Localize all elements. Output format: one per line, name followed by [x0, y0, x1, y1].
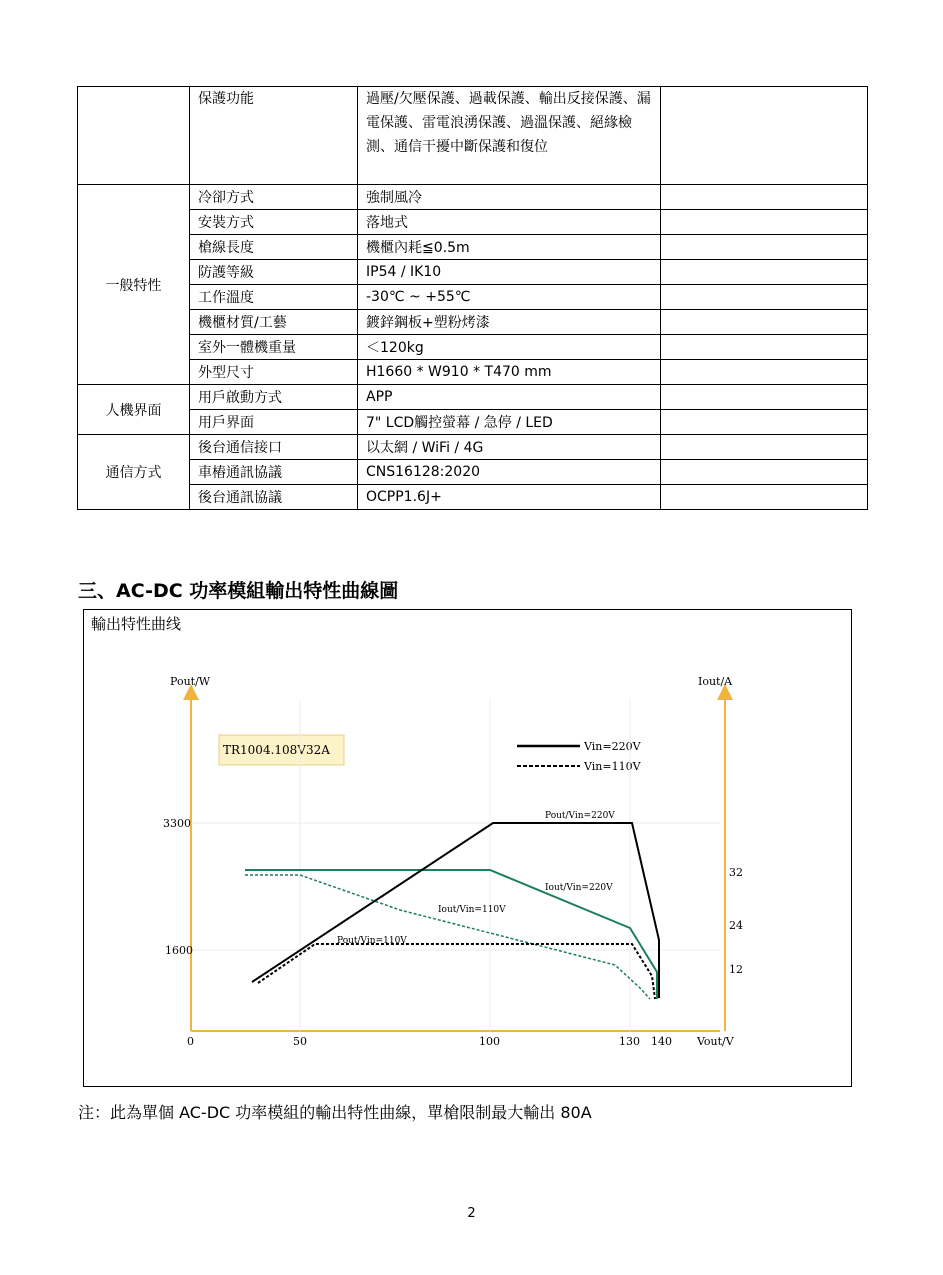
curve-label-pout110: Pout/Vin=110V [337, 936, 407, 946]
footnote: 注：此為單個 AC-DC 功率模組的輸出特性曲線，單槍限制最大輸出 80A [78, 1103, 592, 1122]
value-cell: 機櫃內耗≦0.5m [358, 235, 661, 260]
label-cell: 後台通訊協議 [190, 485, 358, 510]
value-cell: H1660 * W910 * T470 mm [358, 360, 661, 385]
x-tick-label: 0 [187, 1035, 194, 1048]
category-cell: 通信方式 [78, 435, 190, 510]
value-cell: 以太網 / WiFi / 4G [358, 435, 661, 460]
label-cell: 用戶啟動方式 [190, 385, 358, 410]
x-tick-label: 50 [293, 1035, 307, 1048]
label-cell: 冷卻方式 [190, 185, 358, 210]
value-cell: IP54 / IK10 [358, 260, 661, 285]
legend-label-110: Vin=110V [584, 760, 641, 773]
label-cell: 機櫃材質/工藝 [190, 310, 358, 335]
model-label: TR1004.108V32A [223, 743, 330, 757]
label-cell: 防護等級 [190, 260, 358, 285]
label-cell: 外型尺寸 [190, 360, 358, 385]
value-cell: -30℃ ~ +55℃ [358, 285, 661, 310]
category-cell: 人機界面 [78, 385, 190, 435]
iout-110-curve [245, 875, 650, 999]
right-axis-label: Iout/A [698, 675, 733, 688]
left-axis-label: Pout/W [170, 675, 211, 688]
right-tick-label: 12 [729, 963, 743, 976]
value-cell: OCPP1.6J+ [358, 485, 661, 510]
value-cell: 強制風冷 [358, 185, 661, 210]
x-tick-label: 100 [479, 1035, 500, 1048]
label-cell: 保護功能 [190, 87, 358, 185]
x-tick-label: 140 [651, 1035, 672, 1048]
value-cell: APP [358, 385, 661, 410]
left-tick-label: 1600 [165, 944, 193, 957]
curve-label-pout220: Pout/Vin=220V [545, 811, 615, 821]
section-title: 三、AC-DC 功率模組輸出特性曲線圖 [78, 580, 399, 602]
value-cell: ＜120kg [358, 335, 661, 360]
page-number: 2 [467, 1206, 476, 1221]
value-cell: CNS16128:2020 [358, 460, 661, 485]
curve-label-iout110: Iout/Vin=110V [438, 905, 506, 915]
left-tick-label: 3300 [163, 817, 191, 830]
chart-caption: 輸出特性曲线 [91, 615, 182, 633]
x-axis-label: Vout/V [697, 1035, 734, 1048]
x-tick-label: 130 [619, 1035, 640, 1048]
category-cell: 一般特性 [78, 185, 190, 385]
curve-label-iout220: Iout/Vin=220V [545, 883, 613, 893]
pout-110-curve [258, 944, 655, 999]
right-tick-label: 24 [729, 919, 743, 932]
label-cell: 安裝方式 [190, 210, 358, 235]
label-cell: 槍線長度 [190, 235, 358, 260]
value-cell: 鍍鋅鋼板+塑粉烤漆 [358, 310, 661, 335]
label-cell: 車樁通訊協議 [190, 460, 358, 485]
value-cell: 落地式 [358, 210, 661, 235]
label-cell: 工作溫度 [190, 285, 358, 310]
label-cell: 室外一體機重量 [190, 335, 358, 360]
label-cell: 用戶界面 [190, 410, 358, 435]
value-cell: 過壓/欠壓保護、過載保護、輸出反接保護、漏電保護、雷電浪湧保護、過溫保護、絕緣檢測、通信干擾中斷保護和復位 [358, 87, 661, 185]
legend-label-220: Vin=220V [584, 740, 641, 753]
value-cell: 7" LCD觸控螢幕 / 急停 / LED [358, 410, 661, 435]
label-cell: 後台通信接口 [190, 435, 358, 460]
right-tick-label: 32 [729, 866, 743, 879]
